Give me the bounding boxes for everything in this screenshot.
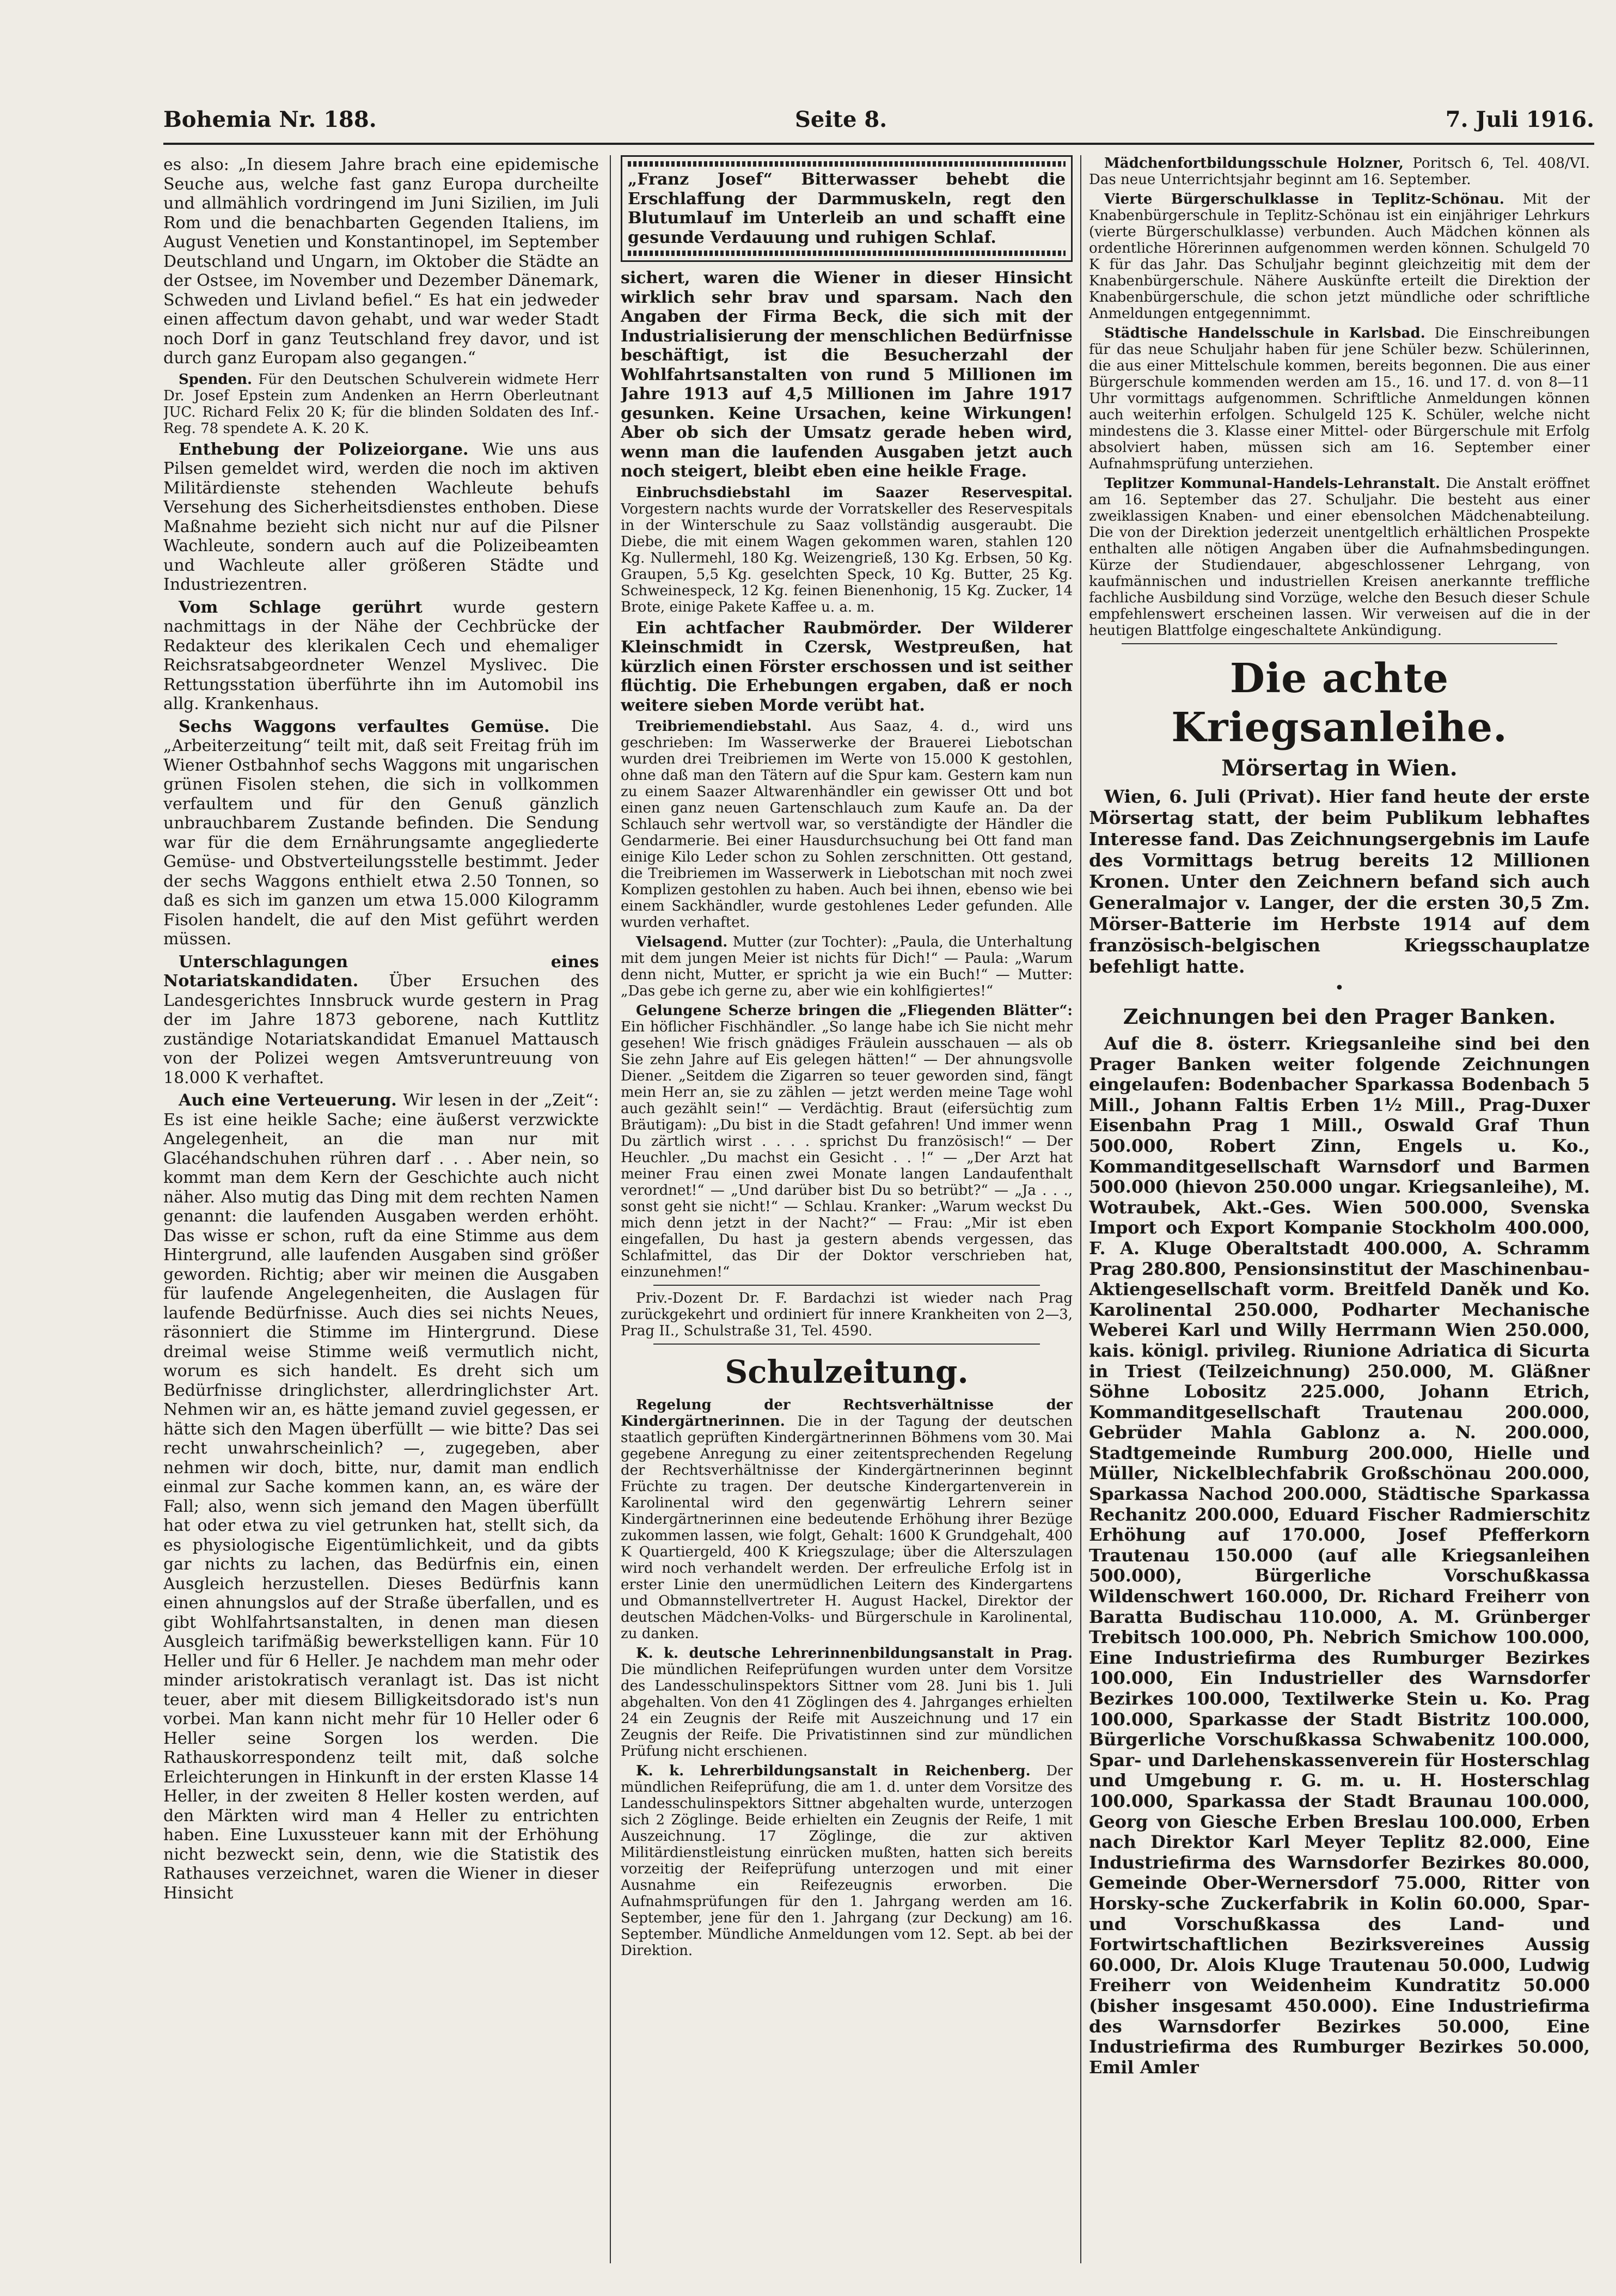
column-2 <box>621 155 1073 2263</box>
article-paragraph: Teplitzer Kommunal-Handels-Lehranstalt. Die Anstalt eröffnet am 16. September das 27. Schuljahr. Die besteht aus einer zweiklassigen Knaben- und einer ebensolchen Mädchenabteilung. Die von der Direktion jederzeit unentgeltlich erhältlichen Prospekte enthalten alle nötigen Angaben über die Aufnahmsbedingungen. Kürze der Studiendauer, abgeschlossener Lehrgang, von kaufmännischen und industriellen Kreisen anerkannte treffliche fachliche Ausbildung sind Vorzüge, welche den Besuch dieser Schule empfehlenswert erscheinen lassen. Wir verweisen auf die in der heutigen Blattfolge eingeschaltete Ankündigung. <box>1089 475 1590 639</box>
article-paragraph: Wien, 6. Juli (Privat). Hier fand heute der erste Mörsertag statt, der beim Publikum lebhaftes Interesse fand. Das Zeichnungsergebnis im Laufe des Vormittags betrug bereits 12 Millionen Kronen. Unter den Zeichnern befand sich auch Generalmajor v. Langer, der die ersten 30,5 Zm. Mörser-Batterie im Herbste 1914 auf dem französisch-belgischen Kriegsschauplatze befehligt hatte. <box>1089 786 1590 977</box>
section-title-schulzeitung: Schulzeitung. <box>725 1353 969 1390</box>
article-paragraph: Vielsagend. Mutter (zur Tochter): „Paula, die Unterhaltung mit dem jungen Meier ist nichts für Dich!“ — Paula: „Warum denn nicht, Mutter, er spricht ja wie ein Buch!“ — Mutter: „Das gebe ich gerne zu, aber wie ein kohlfigiertes!“ <box>621 934 1073 999</box>
subheadline-prager-banken: Zeichnungen bei den Prager Banken. <box>1123 1004 1556 1029</box>
column-1 <box>163 155 599 2263</box>
header-rule <box>163 143 1594 145</box>
article-paragraph: sichert, waren die Wiener in dieser Hinsicht wirklich sehr brav und sparsam. Nach den Angaben der Firma Beck, die sich mit der Industrialisierung der menschlichen Bedürfnisse beschäftigt, ist die Besucherzahl der Wohlfahrtsanstalten von rund 5 Millionen im Jahre 1913 auf 4,5 Millionen im Jahre 1917 gesunken. Keine Ursachen, keine Wirkungen! Aber ob sich der Umsatz gerade heben wird, wenn man die laufenden Ausgaben jetzt auch noch steigert, bleibt eben eine heikle Frage. <box>621 268 1073 481</box>
article-paragraph: Enthebung der Polizeiorgane. Wie uns aus Pilsen gemeldet wird, werden die noch im aktiven Militärdienste stehenden Wachleute behufs Versehung des Sicherheitsdienstes enthoben. Diese Maßnahme bezieht sich nicht nur auf die Pilsner Wachleute, sondern auch auf die Polizeibeamten und Wachleute aller größeren Städte und Industriezentren. <box>163 439 599 594</box>
article-paragraph: es also: „In diesem Jahre brach eine epidemische Seuche aus, welche fast ganz Europa durcheilte und allmählich vordringend im Juni Sizilien, im Juli Rom und die benachbarten Gegenden Italiens, im August Venetien und Konstantinopel, im September Deutschland und Ungarn, im Oktober die Städte an der Ostsee, im November und Dezember Dänemark, Schweden und Livland befiel.“ Es hat ein jedweder einen affectum davon gehabt, und war weder Stadt noch Dorf in ganz Teutschland frey davor, und ist durch ganz Europam also gegangen.“ <box>163 155 599 368</box>
article-paragraph: Vierte Bürgerschulklasse in Teplitz-Schönau. Mit der Knabenbürgerschule in Teplitz-Schönau ist ein einjähriger Lehrkurs (vierte Bürgerschulklasse) verbunden. Auch Mädchen können als ordentliche Hörerinnen aufgenommen werden können. Schulgeld 70 K für das Jahr. Das Schuljahr beginnt gleichzeitig mit dem der Knabenbürgerschule. Nähere Auskünfte erteilt die Direktion der Knabenbürgerschule, die schon jetzt mündliche oder schriftliche Anmeldungen entgegennimmt. <box>1089 191 1590 322</box>
article-paragraph: Ein achtfacher Raubmörder. Der Wilderer Kleinschmidt in Czersk, Westpreußen, hat kürzlich einen Förster erschossen und ist seither flüchtig. Die Erhebungen ergaben, daß er noch weitere sieben Morde verübt hat. <box>621 618 1073 715</box>
page-header <box>163 107 1594 141</box>
article-paragraph: Gelungene Scherze bringen die „Fliegenden Blätter“: Ein höflicher Fischhändler. „So lange habe ich Sie nicht mehr gesehen! Wie frisch gnädiges Fräulein ausschauen — als ob Sie zehn Jahre auf Eis gelegen hätten!“ — Der ahnungsvolle Diener. „Seitdem die Zigarren so teuer geworden sind, fängt mein Herr an, sie zu zählen — jetzt werden meine Tage wohl auch gezählt sein!“ — Verdächtig. Braut (eifersüchtig zum Bräutigam): „Du bist in die Stadt gefahren! Und immer wenn Du zärtlich wirst . . . . sprichst Du französisch!“ — Der Heuchler. „Du machst ein Gesicht . . !“ — „Der Arzt hat meiner Frau einen zwei Monate langen Landaufenthalt verordnet!“ — „Und darüber bist Du so betrübt?“ — „Ja . . ., sonst geht sie nicht!“ — Schlau. Kranker: „Warum weckst Du mich denn jetzt in der Nacht?“ — Frau: „Mir ist eben eingefallen, Du hast ja gestern abends vergessen, das Schlafmittel, das Dir der Doktor verschrieben hat, einzunehmen!“ <box>621 1003 1073 1280</box>
bullet-separator: • <box>1335 979 1344 998</box>
article-paragraph: Spenden. Für den Deutschen Schulverein widmete Herr Dr. Josef Epstein zum Andenken an Herrn Oberleutnant JUC. Richard Felix 20 K; für die blinden Soldaten des Inf.-Reg. 78 spendete A. K. 20 K. <box>163 371 599 437</box>
article-paragraph: K. k. deutsche Lehrerinnenbildungsanstalt in Prag. Die mündlichen Reifeprüfungen wurden unter dem Vorsitze des Landesschulinspektors Sittner vom 28. Juni bis 1. Juli abgehalten. Von den 41 Zöglingen des 4. Jahrganges erhielten 24 ein Zeugnis der Reife mit Auszeichnung und 17 ein Zeugnis der Reife. Die Privatistinnen sind zur mündlichen Prüfung nicht erschienen. <box>621 1645 1073 1760</box>
section-divider <box>1122 643 1557 644</box>
article-paragraph: Auch eine Verteuerung. Wir lesen in der „Zeit“: Es ist eine heikle Sache; eine äußerst verzwickte Angelegenheit, an die man nur mit Glacéhandschuhen rühren darf . . . Aber nein, so kommt man dem Kern der Geschichte auch nicht näher. Also mutig das Ding mit dem rechten Namen genannt: die laufenden Ausgaben werden erhöht. Das wisse er schon, ruft da eine Stimme aus dem Hintergrund, alle laufenden Ausgaben sind größer geworden. Richtig; aber wir meinen die Ausgaben für laufende Angelegenheiten, die Auslagen für laufende Bedürfnisse. Auch dies sei nichts Neues, räsonniert die Stimme im Hintergrund. Diese dreimal weise Stimme weiß vermutlich nicht, worum es sich handelt. Es dreht sich um Bedürfnisse dringlichster, allerdringlichster Art. Nehmen wir an, es hätte jemand zuviel gegessen, er hätte sich den Magen überfüllt — wie bitte? Das sei recht unwahrscheinlich? —, zugegeben, aber nehmen wir doch, bitte, nur, damit man endlich einmal zur Sache kommen kann, an, es wäre der Fall; also, wenn sich jemand den Magen überfüllt hat oder etwa zu viel getrunken hat, stellt sich, da es physiologische Eigentümlichkeit, und da gibts gar nichts zu lachen, das Bedürfnis ein, einen Ausgleich herzustellen. Dieses Bedürfnis kann einen ahnungslos auf der Straße überfallen, und es gibt Wohlfahrtsanstalten, in denen man diesen Ausgleich tarifmäßig bewerkstelligen kann. Für 10 Heller und für 6 Heller. Je nachdem man mehr oder minder aristokratisch veranlagt ist. Das ist nicht teuer, aber mit diesem Billigkeitsdorado ist's nun vorbei. Man kann nicht mehr für 10 Heller oder 6 Heller seine Sorgen los werden. Die Rathauskorrespondenz teilt mit, daß solche Erleichterungen in Hinkunft in der ersten Klasse 14 Heller, in der zweiten 8 Heller kosten werden, auf den Märkten wird man 4 Heller zu entrichten haben. Eine Luxussteuer kann mit der Erhöhung nicht bezweckt sein, denn, wie die Statistik des Rathauses verzeichnet, waren die Wiener in dieser Hinsicht <box>163 1091 599 1903</box>
column-rule-2 <box>1080 155 1081 2263</box>
column-rule-1 <box>610 155 611 2263</box>
article-paragraph: Sechs Waggons verfaultes Gemüse. Die „Arbeiterzeitung“ teilt mit, daß seit Freitag früh im Wiener Ostbahnhof sechs Waggons mit ungarischen grünen Fisolen stehen, die sich in vollkommen verfaultem und für den Genuß gänzlich unbrauchbarem Zustande befinden. Die Sendung war für die dem Ernährungsamte angegliederte Gemüse- und Obstverteilungsstelle bestimmt. Jeder der sechs Waggons enthielt etwa 2.50 Tonnen, so daß es sich im ganzen um etwa 15.000 Kilogramm Fisolen handelt, die auf den Mist geführt werden müssen. <box>163 717 599 949</box>
article-paragraph: Vom Schlage gerührt wurde gestern nachmittags in der Nähe der Cechbrücke der Redakteur des klerikalen Cech und ehemaliger Reichsratsabgeordneter Wenzel Myslivec. Die Rettungsstation überführte ihn im Automobil ins allg. Krankenhaus. <box>163 597 599 713</box>
headline-kriegsanleihe: Die achte Kriegsanleihe. <box>1171 655 1508 751</box>
article-paragraph: Regelung der Rechtsverhältnisse der Kindergärtnerinnen. Die in der Tagung der deutschen staatlich geprüften Kindergärtnerinnen Böhmens vom 30. Mai gegebene Anregung zu einer zeitentsprechenden Regelung der Rechtsverhältnisse der Kindergärtnerinnen beginnt Früchte zu tragen. Der deutsche Kindergartenverein in Karolinental wird den gegenwärtig Lehrern seiner Kindergärtnerinnen eine bedeutende Erhöhung ihrer Bezüge zukommen lassen, wie folgt, Gehalt: 1600 K Grundgehalt, 400 K Quartiergeld, 400 K Kriegszulage; über die Alterszulagen wird noch verhandelt werden. Der erfreuliche Erfolg ist in erster Linie den unermüdlichen Leitern des Kindergartens und Obmannstellvertreter H. August Hackel, Direktor der deutschen Mädchen-Volks- und Bürgerschule in Karolinental, zu danken. <box>621 1397 1073 1642</box>
masthead-issue: Bohemia Nr. 188. <box>163 107 377 132</box>
article-paragraph: Mädchenfortbildungsschule Holzner, Poritsch 6, Tel. 408/VI. Das neue Unterrichtsjahr beginnt am 16. September. <box>1089 155 1590 188</box>
article-paragraph: K. k. Lehrerbildungsanstalt in Reichenberg. Der mündlichen Reifeprüfung, die am 1. d. unter dem Vorsitze des Landesschulinspektors Sittner abgehalten wurde, unterzogen sich 2 Zöglinge. Beide erhielten ein Zeugnis der Reife, 1 mit Auszeichnung. 17 Zöglinge, die zur aktiven Militärdienstleistung einrücken mußten, hatten sich bereits vorzeitig der Reifeprüfung unterzogen und mit einer Ausnahme ein Reifezeugnis erworben. Die Aufnahmsprüfungen für den 1. Jahrgang werden am 16. September, jene für den 1. Jahrgang (zur Deckung) am 16. September. Mündliche Anmeldungen vom 12. Sept. ab bei der Direktion. <box>621 1763 1073 1959</box>
doctor-notice: Priv.-Dozent Dr. F. Bardachzi ist wieder nach Prag zurückgekehrt und ordiniert für innere Krankheiten von 2—3, Prag II., Schulstraße 31, Tel. 4590. <box>621 1290 1073 1339</box>
page-number: Seite 8. <box>795 107 887 132</box>
column-3 <box>1089 155 1590 2263</box>
article-paragraph: Treibriemendiebstahl. Aus Saaz, 4. d., wird uns geschrieben: Im Wasserwerke der Brauerei Liebotschan wurden drei Treibriemen im Werte von 15.000 K gestohlen, ohne daß man den Tätern auf die Spur kam. Gestern kam nun zu einem Saazer Altwarenhändler ein gewisser Ott und bot einen ganz neuen Gartenschlauch zum Kaufe an. Da der Schlauch sehr wertvoll war, so verständigte der Händler die Gendarmerie. Bei einer Hausdurchsuchung bei Ott fand man einige Kilo Leder schon zu Sohlen zerschnitten. Ott gestand, die Treibriemen im Wasserwerk in Liebotschan mit noch zwei Komplizen gestohlen zu haben. Auch bei ihnen, ebenso wie bei einem Sackhändler, wurde gestohlenes Leder gefunden. Alle wurden verhaftet. <box>621 718 1073 931</box>
article-paragraph: Städtische Handelsschule in Karlsbad. Die Einschreibungen für das neue Schuljahr haben für jene Schüler bezw. Schülerinnen, die aus einer Mittelschule kommen, bereits begonnen. Die aus einer Bürgerschule kommenden werden am 15., 16. und 17. d. von 8—11 Uhr vormittags aufgenommen. Schriftliche Anmeldungen können auch weiterhin erfolgen. Schulgeld 125 K. Schüler, welche nicht mindestens die 3. Klasse einer Mittel- oder Bürgerschule mit Erfolg absolviert haben, müssen sich am 16. September einer Aufnahmsprüfung unterziehen. <box>1089 325 1590 472</box>
advertisement-box <box>621 155 1073 262</box>
subheadline-moersertag: Mörsertag in Wien. <box>1221 755 1458 781</box>
section-divider <box>653 1344 1040 1345</box>
article-paragraph: Einbruchsdiebstahl im Saazer Reservespital. Vorgestern nachts wurde der Vorratskeller des Reservespitals in der Winterschule zu Saaz vollständig ausgeraubt. Die Diebe, die mit einem Wagen gekommen waren, stahlen 120 Kg. Nullermehl, 180 Kg. Weizengrieß, 130 Kg. Erbsen, 50 Kg. Graupen, 5,5 Kg. geselchten Speck, 10 Kg. Butter, 25 Kg. Schweinespeck, 12 Kg. feinen Bienenhonig, 15 Kg. Zucker, 14 Brote, einige Pakete Kaffee u. a. m. <box>621 484 1073 615</box>
section-divider <box>653 1285 1040 1286</box>
article-paragraph: Unterschlagungen eines Notariatskandidaten. Über Ersuchen des Landesgerichtes Innsbruck wurde gestern in Prag der im Jahre 1873 geborene, nach Kuttlitz zuständige Notariatskandidat Emanuel Mattausch von der Polizei wegen Amtsveruntreuung von 18.000 K verhaftet. <box>163 952 599 1088</box>
advertisement-text: „Franz Josef“ Bitterwasser behebt die Erschlaffung der Darmmuskeln, regt den Blutumlauf im Unterleib an und schafft eine gesunde Verdauung und ruhigen Schlaf. <box>628 170 1066 247</box>
article-paragraph: Auf die 8. österr. Kriegsanleihe sind bei den Prager Banken weiter folgende Zeichnungen eingelaufen: Bodenbacher Sparkassa Bodenbach 5 Mill., Johann Faltis Erben 1½ Mill., Prag-Duxer Eisenbahn Prag 1 Mill., Oswald Graf Thun 500.000, Robert Zinn, Engels u. Ko., Kommanditgesellschaft Warnsdorf und Barmen 500.000 (hievon 250.000 ungar. Kriegsanleihe), M. Wotraubek, Akt.-Ges. Wien 500.000, Svenska Import och Export Kompanie Stockholm 400.000, F. A. Kluge Oberaltstadt 400.000, A. Schramm Prag 280.800, Pensionsinstitut der Maschinenbau-Aktiengesellschaft vorm. Breitfeld Daněk und Ko. Karolinental 250.000, Podharter Mechanische Weberei Karl und Willy Herrmann Wien 250.000, kais. königl. privileg. Riunione Adriatica di Sicurta in Triest (Teilzeichnung) 250.000, M. Gläßner Söhne Lobositz 225.000, Johann Etrich, Kommanditgesellschaft Trautenau 200.000, Gebrüder Mahla Gablonz a. N. 200.000, Stadtgemeinde Rumburg 200.000, Hielle und Müller, Nickelblechfabrik Großschönau 200.000, Sparkassa Nachod 200.000, Städtische Sparkassa Rechanitz 200.000, Eduard Fischer Radmierschitz Erhöhung auf 170.000, Josef Pfefferkorn Trautenau 150.000 (auf alle Kriegsanleihen 500.000), Bürgerliche Vorschußkassa Wildenschwert 160.000, Dr. Richard Freiherr von Baratta Budischau 110.000, A. M. Grünberger Trebitsch 100.000, Ph. Nebrich Smichow 100.000, Eine Industriefirma des Rumburger Bezirkes 100.000, Ein Industrieller des Warnsdorfer Bezirkes 100.000, Textilwerke Stein u. Ko. Prag 100.000, Sparkasse der Stadt Bistritz 100.000, Bürgerliche Vorschußkassa Schwabenitz 100.000, Spar- und Darlehenskassenverein für Hosterschlag und Umgebung r. G. m. u. H. Hosterschlag 100.000, Sparkassa der Stadt Braunau 100.000, Georg von Giesche Erben Breslau 100.000, Erben nach Direktor Karl Meyer Teplitz 82.000, Eine Industriefirma des Warnsdorfer Bezirkes 80.000, Gemeinde Ober-Wernersdorf 75.000, Ritter von Horsky-sche Zuckerfabrik in Kolin 60.000, Spar- und Vorschußkassa des Land- und Fortwirtschaftlichen Bezirksvereines Aussig 60.000, Dr. Alois Kluge Trautenau 50.000, Ludwig Freiherr von Weidenheim Kundratitz 50.000 (bisher insgesamt 450.000). Eine Industriefirma des Warnsdorfer Bezirkes 50.000, Eine Industriefirma des Rumburger Bezirkes 50.000, Emil Amler <box>1089 1033 1590 2078</box>
issue-date: 7. Juli 1916. <box>1445 107 1594 132</box>
